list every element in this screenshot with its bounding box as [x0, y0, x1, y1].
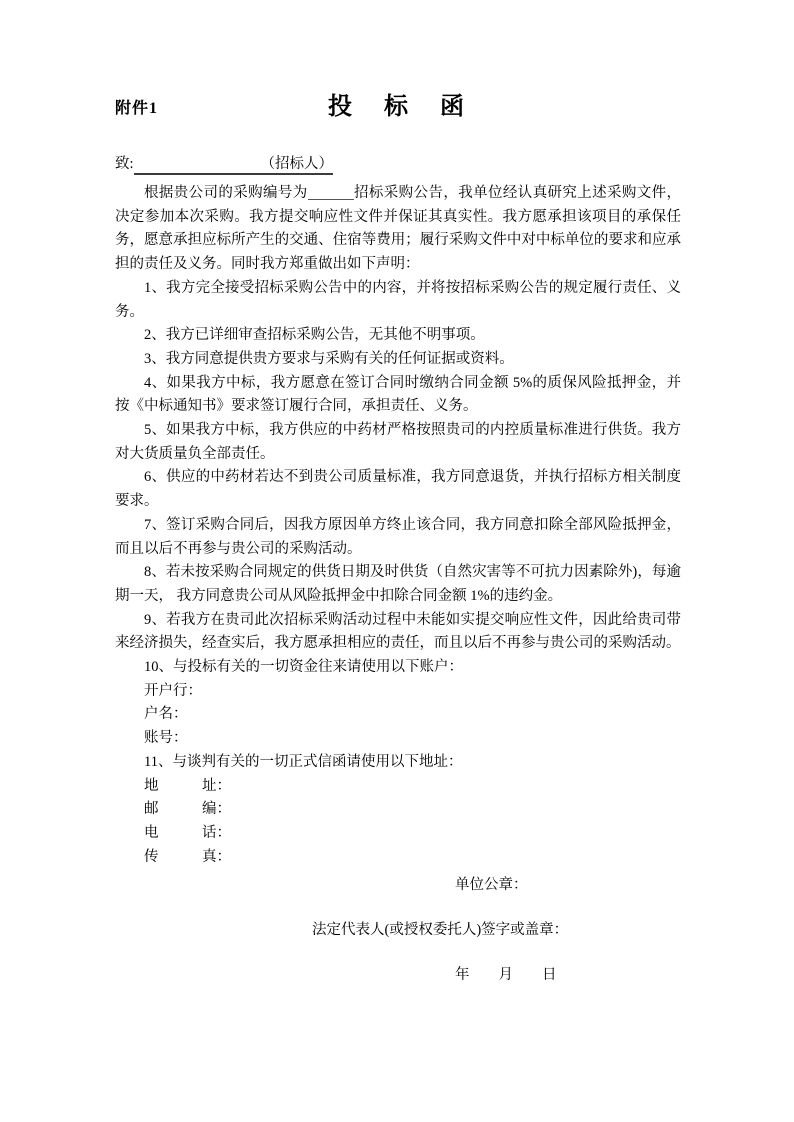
legal-representative-signature-line: 法定代表人(或授权委托人)签字或盖章： [312, 922, 569, 939]
procurement-number-blank [308, 186, 354, 201]
doc-header [115, 90, 681, 124]
account-holder-field: 户名： [144, 706, 188, 723]
address-field: 地 址： [144, 777, 231, 794]
intro-text-before: 根据贵公司的采购编号为 [144, 185, 308, 201]
account-number-field: 账号： [144, 730, 188, 747]
addressee-underline [134, 156, 334, 175]
clause-item-8: 8、若未按采购合同规定的供货日期及时供货（自然灾害等不可抗力因素除外)，每逾期一天， 我方同意贵公司从风险抵押金中扣除合同金额 1%的违约金。 [115, 564, 681, 604]
address-section-heading: 11、与谈判有关的一切正式信函请使用以下地址： [144, 753, 463, 770]
fax-field: 传 真： [144, 848, 231, 865]
clause-item-2: 2、我方已详细审查招标采购公告，无其他不明事项。 [144, 327, 485, 344]
account-section-heading: 10、与投标有关的一切资金往来请使用以下账户： [144, 659, 463, 676]
intro-text-after: 招标采购公告，我单位经认真研究上述采购文件，决定参加本次采购。我方提交响应性文件并保证其真实性。我方愿承担该项目的承保任务，愿意承担应标所产生的交通、住宿等费用；履行采购文件中对中标单位的要求和应承担的责任及义务。同时我方郑重做出如下声明： [115, 185, 682, 273]
salutation-line [115, 152, 681, 177]
salutation-prefix: 致: [115, 156, 134, 172]
clause-item-7: 7、签订采购合同后，因我方原因单方终止该合同，我方同意扣除全部风险抵押金，而且以后不再参与贵公司的采购活动。 [115, 516, 681, 557]
company-seal-line: 单位公章： [455, 877, 528, 894]
clause-item-9: 9、若我方在贵司此次招标采购活动过程中未能如实提交响应性文件，因此给贵司带来经济损失，经查实后，我方愿承担相应的责任，而且以后不再参与贵公司的采购活动。 [115, 611, 681, 652]
postcode-field: 邮 编： [144, 801, 231, 818]
date-line: 年 月 日 [455, 966, 557, 983]
phone-field: 电 话： [144, 824, 231, 841]
addressee-blank [134, 154, 261, 169]
clause-item-6: 6、供应的中药材若达不到贵公司质量标准，我方同意退货，并执行招标方相关制度要求。 [115, 469, 681, 510]
clause-item-1: 1、我方完全接受招标采购公告中的内容，并将按招标采购公告的规定履行责任、义务。 [115, 279, 681, 320]
clause-item-5: 5、如果我方中标，我方供应的中药材严格按照贵司的内控质量标准进行供货。我方对大货质量负全部责任。 [115, 422, 681, 462]
page-title: 投 标 函 [328, 94, 468, 120]
salutation-suffix: （招标人） [260, 156, 334, 172]
bank-name-field: 开户行： [144, 682, 202, 699]
clause-item-4: 4、如果我方中标，我方愿意在签订合同时缴纳合同金额 5%的质保风险抵押金，并按《中标通知书》要求签订履行合同，承担责任、义务。 [115, 374, 681, 415]
clause-item-3: 3、我方同意提供贵方要求与采购有关的任何证据或资料。 [144, 350, 514, 367]
attachment-label: 附件1 [115, 100, 159, 118]
intro-paragraph [115, 182, 681, 277]
